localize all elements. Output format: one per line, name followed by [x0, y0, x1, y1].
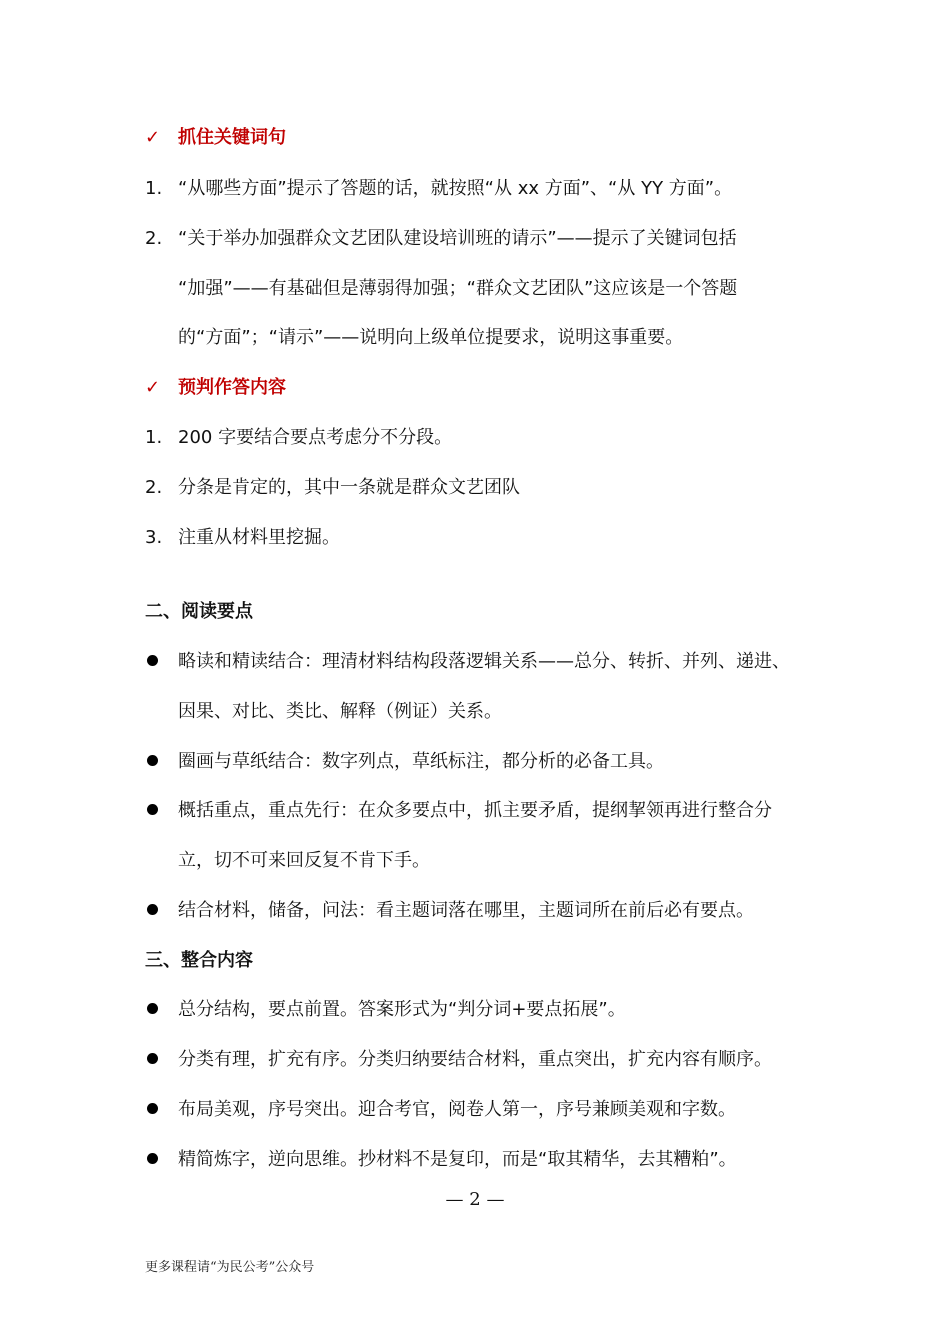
bullet-icon — [145, 899, 178, 923]
item-number: 3. — [145, 527, 163, 548]
list-item — [145, 526, 340, 550]
bullet-item — [145, 1048, 772, 1072]
bullet-item — [145, 650, 790, 674]
bullet-text: 总分结构，要点前置。答案形式为“判分词+要点拓展”。 — [178, 999, 626, 1020]
item-number: 1. — [145, 427, 163, 448]
item-text: “从哪些方面”提示了答题的话，就按照“从 xx 方面”、“从 YY 方面”。 — [178, 178, 733, 199]
item-number: 1. — [145, 178, 163, 199]
item-text-continued: 的“方面”；“请示”——说明向上级单位提要求，说明这事重要。 — [178, 327, 684, 348]
bullet-text: 分类有理，扩充有序。分类归纳要结合材料，重点突出，扩充内容有顺序。 — [178, 1049, 772, 1070]
section-title-text: 预判作答内容 — [178, 377, 286, 398]
bullet-item — [145, 1098, 736, 1122]
bullet-icon — [145, 1048, 178, 1072]
list-item — [145, 476, 520, 500]
bullet-text: 精简炼字，逆向思维。抄材料不是复印，而是“取其精华，去其糟粕”。 — [178, 1149, 737, 1170]
section-title-keywords — [145, 126, 286, 150]
item-text: 分条是肯定的，其中一条就是群众文艺团队 — [178, 477, 520, 498]
section-title-predict — [145, 376, 286, 400]
bullet-text: 结合材料，储备，问法：看主题词落在哪里，主题词所在前后必有要点。 — [178, 900, 754, 921]
bullet-text-continued: 立，切不可来回反复不肯下手。 — [178, 850, 430, 871]
bullet-icon — [145, 750, 178, 774]
bullet-item — [145, 750, 664, 774]
bullet-text: 圈画与草纸结合：数字列点，草纸标注，都分析的必备工具。 — [178, 751, 664, 772]
page-number: — 2 — — [445, 1189, 505, 1210]
bullet-item — [145, 799, 772, 823]
list-item — [145, 227, 737, 251]
bullet-item — [145, 998, 626, 1022]
list-item — [145, 426, 452, 450]
section-heading-reading: 二、阅读要点 — [145, 601, 253, 622]
bullet-icon — [145, 1098, 178, 1122]
bullet-item — [145, 899, 754, 923]
bullet-text: 布局美观，序号突出。迎合考官，阅卷人第一，序号兼顾美观和字数。 — [178, 1099, 736, 1120]
item-text: “关于举办加强群众文艺团队建设培训班的请示”——提示了关键词包括 — [178, 228, 737, 249]
bullet-icon — [145, 998, 178, 1022]
bullet-icon — [145, 650, 178, 674]
bullet-text-continued: 因果、对比、类比、解释（例证）关系。 — [178, 701, 502, 722]
item-text-continued: “加强”——有基础但是薄弱得加强；“群众文艺团队”这应该是一个答题 — [178, 278, 738, 299]
bullet-text: 概括重点，重点先行：在众多要点中，抓主要矛盾，提纲挈领再进行整合分 — [178, 800, 772, 821]
item-number: 2. — [145, 477, 163, 498]
bullet-text: 略读和精读结合：理清材料结构段落逻辑关系——总分、转折、并列、递进、 — [178, 651, 790, 672]
item-text: 注重从材料里挖掘。 — [178, 527, 340, 548]
section-heading-integrate: 三、整合内容 — [145, 950, 253, 971]
check-icon: ✓ — [145, 127, 161, 148]
section-title-text: 抓住关键词句 — [178, 127, 286, 148]
item-number: 2. — [145, 228, 163, 249]
check-icon: ✓ — [145, 377, 161, 398]
bullet-item — [145, 1148, 737, 1172]
bullet-icon — [145, 1148, 178, 1172]
list-item — [145, 177, 732, 201]
footer-note: 更多课程请“为民公考”公众号 — [145, 1260, 315, 1275]
bullet-icon — [145, 799, 178, 823]
item-text: 200 字要结合要点考虑分不分段。 — [178, 427, 453, 448]
